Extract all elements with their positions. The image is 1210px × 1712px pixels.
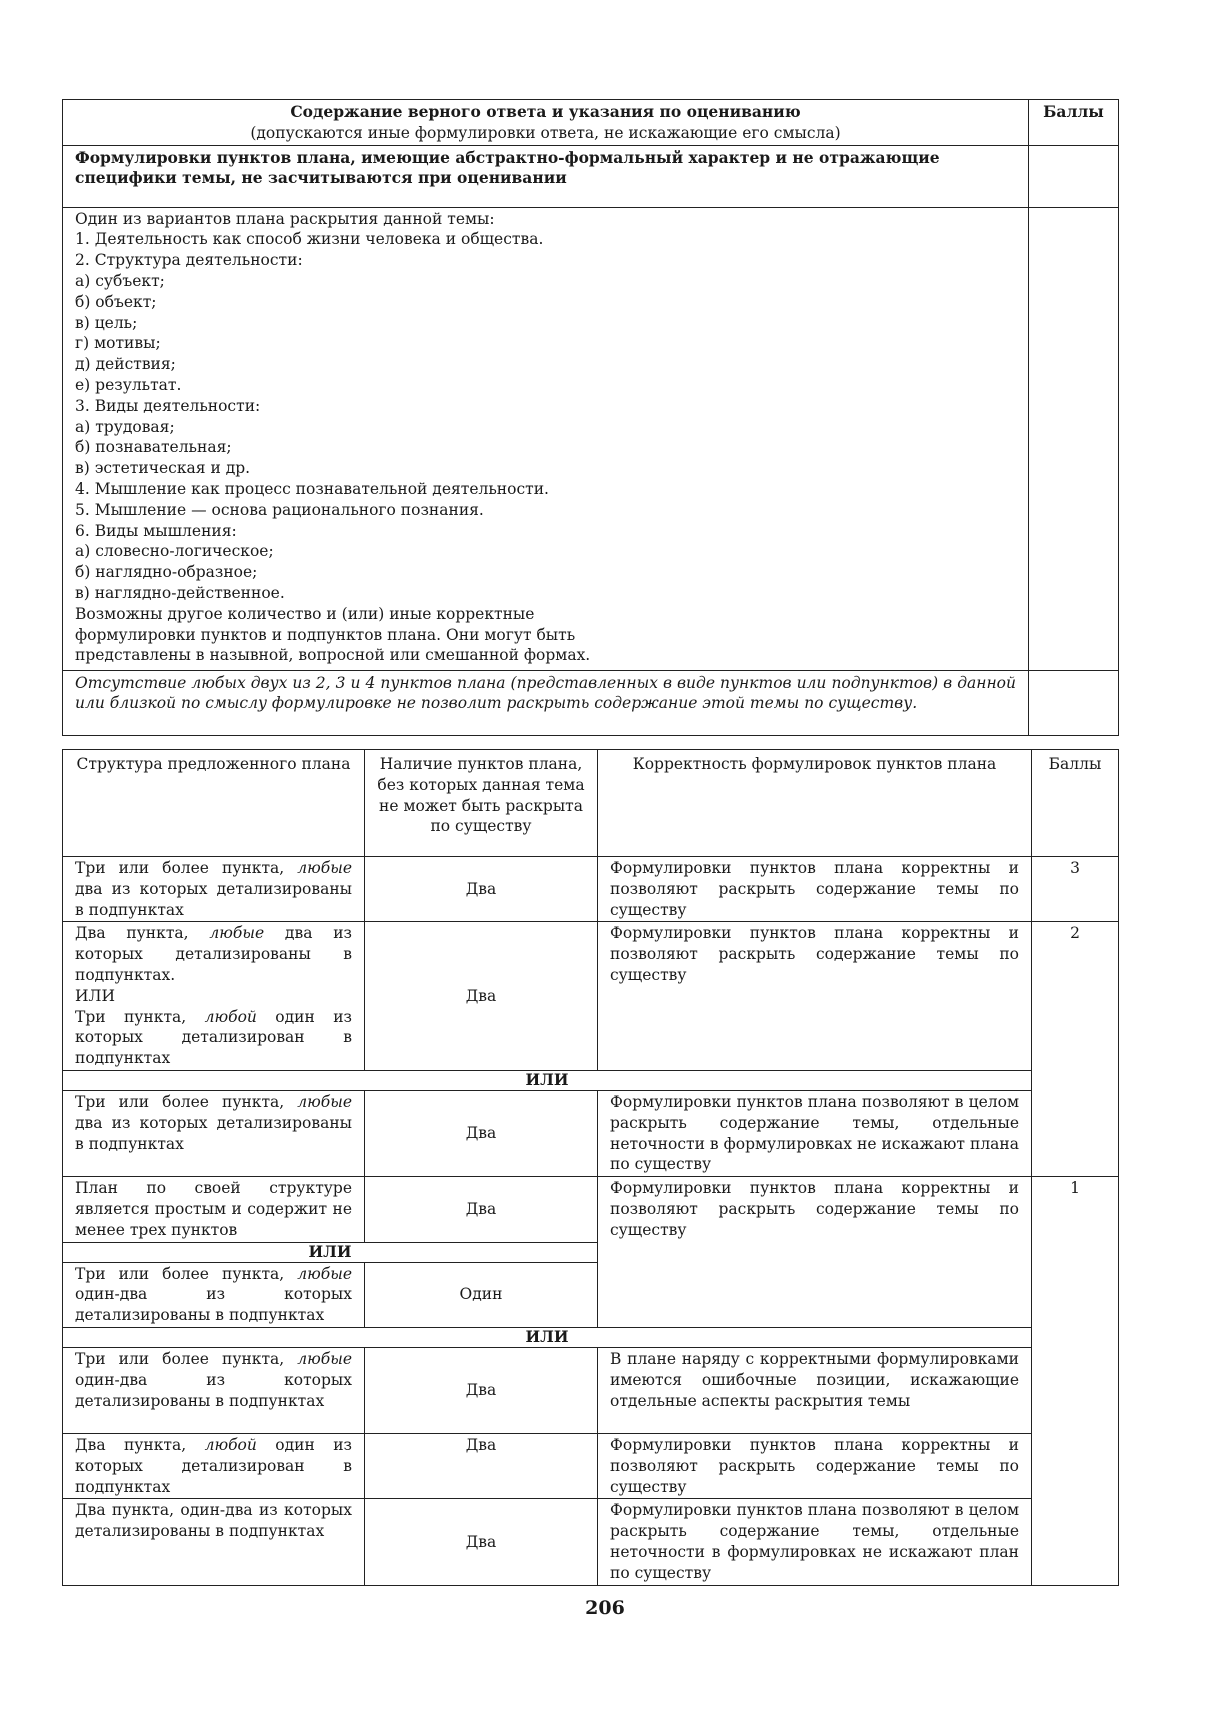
plan-line: а) трудовая; [75, 417, 175, 436]
ili-separator-row [63, 1327, 1119, 1347]
structure-cell: Два пункта, один-два из которых детализированы в подпунктах [63, 1499, 365, 1585]
table-header-row [63, 100, 1119, 146]
plan-line: б) наглядно-образное; [75, 563, 258, 582]
plan-line: 3. Виды деятельности: [75, 396, 261, 415]
ili-separator-row [63, 1070, 1119, 1090]
presence-cell: Два [365, 1090, 598, 1176]
presence-cell: Два [365, 857, 598, 922]
structure-cell: Два пункта, любые два из которых детализированы в подпунктах. ИЛИ Три пункта, любой один из которых детализирован в подпунктах [63, 922, 365, 1071]
presence-cell: Два [365, 1177, 598, 1242]
correctness-cell: Формулировки пунктов плана позволяют в целом раскрыть содержание темы, отдельные неточности в формулировках не искажают плана по существу [598, 1090, 1032, 1176]
ili-inline: ИЛИ [75, 986, 115, 1005]
header-subtitle: (допускаются иные формулировки ответа, не искажающие его смысла) [250, 123, 841, 142]
header-presence: Наличие пунктов плана, без которых данная тема не может быть раскрыта по существу [365, 750, 598, 857]
plan-line: г) мотивы; [75, 334, 161, 353]
header-points: Баллы [1032, 750, 1119, 857]
structure-cell: Три или более пункта, любые два из которых детализированы в подпунктах [63, 857, 365, 922]
plan-line: представлены в назывной, вопросной или смешанной формах. [75, 646, 591, 665]
ili-separator: ИЛИ [63, 1070, 1032, 1090]
correctness-cell: Формулировки пунктов плана позволяют в целом раскрыть содержание темы, отдельные неточности в формулировках не искажают план по существу [598, 1499, 1032, 1585]
presence-cell: Два [365, 1433, 598, 1498]
ili-separator: ИЛИ [63, 1327, 1032, 1347]
table-row [63, 1347, 1119, 1433]
structure-cell: Три или более пункта, любые один-два из которых детализированы в подпунктах [63, 1347, 365, 1433]
plan-line: б) объект; [75, 292, 157, 311]
page-number: 206 [585, 1597, 625, 1619]
points-cell: 2 [1032, 922, 1119, 1177]
header-correctness: Корректность формулировок пунктов плана [598, 750, 1032, 857]
empty-points-cell [1029, 207, 1119, 670]
structure-cell: План по своей структуре является простым и содержит не менее трех пунктов [63, 1177, 365, 1242]
presence-cell: Два [365, 1347, 598, 1433]
plan-line: формулировки пунктов и подпунктов плана. Они могут быть [75, 625, 576, 644]
table-row [63, 1090, 1119, 1176]
plan-line: 5. Мышление — основа рационального познания. [75, 500, 484, 519]
correctness-cell: Формулировки пунктов плана корректны и позволяют раскрыть содержание темы по существу [598, 1433, 1032, 1498]
ili-separator: ИЛИ [63, 1242, 598, 1262]
plan-line: 6. Виды мышления: [75, 521, 237, 540]
plan-line: е) результат. [75, 375, 182, 394]
header-structure: Структура предложенного плана [63, 750, 365, 857]
table-row [63, 922, 1119, 1071]
header-title: Содержание верного ответа и указания по оцениванию [290, 102, 801, 121]
correctness-cell: Формулировки пунктов плана корректны и позволяют раскрыть содержание темы по существу [598, 1177, 1032, 1328]
italic-note-row [63, 670, 1119, 735]
structure-cell: Три или более пункта, любые два из которых детализированы в подпунктах [63, 1090, 365, 1176]
header-content-cell [63, 100, 1029, 146]
plan-line: Один из вариантов плана раскрытия данной темы: [75, 209, 495, 228]
formal-note: Формулировки пунктов плана, имеющие абстрактно-формальный характер и не отражающие специфики темы, не засчитываются при оценивании [63, 145, 1029, 207]
plan-line: а) субъект; [75, 271, 165, 290]
plan-line: 2. Структура деятельности: [75, 251, 303, 270]
plan-line: в) наглядно-действенное. [75, 583, 285, 602]
points-cell: 3 [1032, 857, 1119, 922]
plan-line: 1. Деятельность как способ жизни человека и общества. [75, 230, 544, 249]
grading-criteria-table [62, 749, 1119, 1586]
note-row [63, 145, 1119, 207]
answer-content-table [62, 99, 1119, 736]
plan-line: 4. Мышление как процесс познавательной деятельности. [75, 479, 549, 498]
table-row [63, 1499, 1119, 1585]
empty-points-cell [1029, 670, 1119, 735]
structure-cell: Три или более пункта, любые один-два из которых детализированы в подпунктах [63, 1262, 365, 1327]
presence-cell: Два [365, 1499, 598, 1585]
table-header-row [63, 750, 1119, 857]
empty-points-cell [1029, 145, 1119, 207]
plan-line: д) действия; [75, 355, 176, 374]
missing-items-note: Отсутствие любых двух из 2, 3 и 4 пунктов плана (представленных в виде пунктов или подпунктов) в данной или близкой по смыслу формулировке не позволит раскрыть содержание этой темы по существу. [63, 670, 1029, 735]
plan-row [63, 207, 1119, 670]
plan-line: Возможны другое количество и (или) иные корректные [75, 604, 535, 623]
correctness-cell: Формулировки пунктов плана корректны и позволяют раскрыть содержание темы по существу [598, 857, 1032, 922]
points-cell: 1 [1032, 1177, 1119, 1585]
correctness-cell: В плане наряду с корректными формулировками имеются ошибочные позиции, искажающие отдельные аспекты раскрытия темы [598, 1347, 1032, 1433]
table-row [63, 1177, 1119, 1242]
table-row [63, 1433, 1119, 1498]
structure-cell: Два пункта, любой один из которых детализирован в подпунктах [63, 1433, 365, 1498]
correctness-cell: Формулировки пунктов плана корректны и позволяют раскрыть содержание темы по существу [598, 922, 1032, 1071]
table-row [63, 857, 1119, 922]
plan-variant-cell [63, 207, 1029, 670]
presence-cell: Два [365, 922, 598, 1071]
header-points: Баллы [1029, 100, 1119, 146]
plan-line: б) познавательная; [75, 438, 232, 457]
plan-line: а) словесно-логическое; [75, 542, 274, 561]
plan-line: в) эстетическая и др. [75, 459, 251, 478]
presence-cell: Один [365, 1262, 598, 1327]
plan-line: в) цель; [75, 313, 138, 332]
